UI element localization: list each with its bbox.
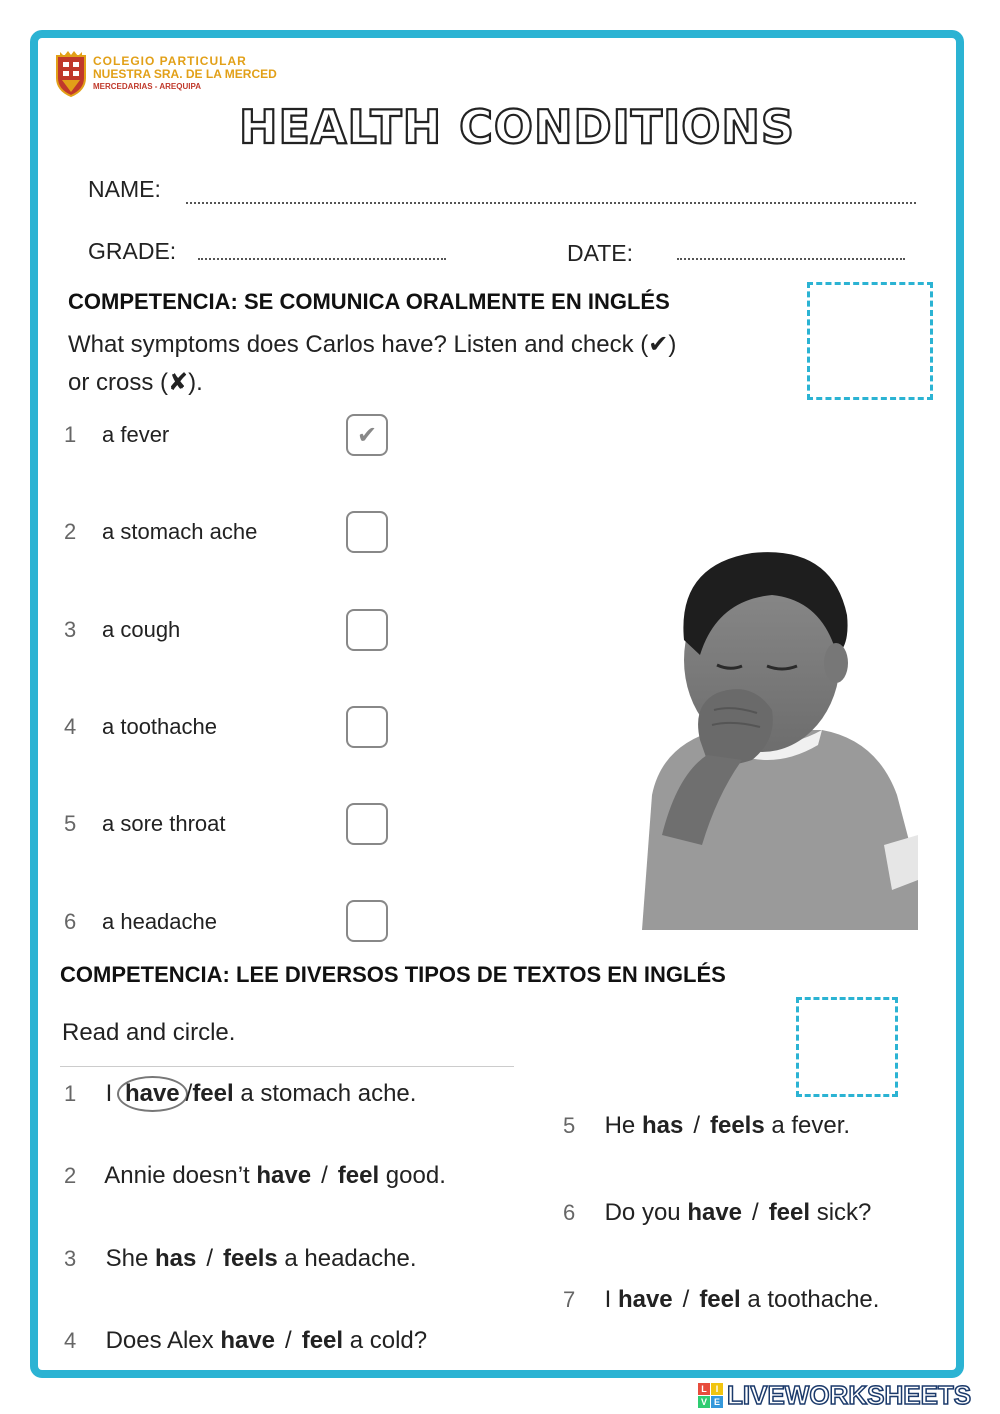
option-have[interactable]: have (256, 1162, 312, 1189)
school-name-line1: COLEGIO PARTICULAR (93, 54, 247, 68)
sentence-4 (64, 1327, 427, 1355)
option-feel[interactable]: feel (768, 1199, 811, 1226)
listening-instruction-line1: What symptoms does Carlos have? Listen and check (✔) (68, 331, 677, 358)
worksheet-title: HEALTH CONDITIONS (239, 100, 795, 154)
slash: / (752, 1199, 759, 1226)
option-have[interactable]: have (220, 1327, 276, 1354)
score-box-oral (807, 282, 933, 400)
liveworksheets-brand (698, 1380, 971, 1411)
sentence-post: a cold? (349, 1327, 428, 1354)
sentence-pre: Annie doesn’t (104, 1162, 250, 1189)
option-feel[interactable]: feel (337, 1162, 380, 1189)
checkbox-cough[interactable] (346, 609, 388, 651)
grade-label: GRADE: (88, 238, 177, 264)
symptom-toothache: a toothache (102, 714, 217, 739)
sentence-2 (64, 1162, 446, 1190)
name-label: NAME: (88, 176, 161, 202)
sentence-post: a stomach ache. (240, 1080, 417, 1107)
sentence-pre: I (105, 1080, 113, 1107)
checkbox-fever[interactable]: ✔ (346, 414, 388, 456)
sentence-post: sick? (816, 1199, 872, 1226)
slash: / (321, 1162, 328, 1189)
sentence-7 (563, 1286, 879, 1314)
slash: / (693, 1112, 700, 1139)
reading-instruction: Read and circle. (62, 1019, 236, 1046)
checkbox-headache[interactable] (346, 900, 388, 942)
option-has[interactable]: has (641, 1112, 684, 1139)
sentence-number: 4 (64, 1328, 77, 1353)
sentence-3 (64, 1245, 417, 1273)
option-feel[interactable]: feel (192, 1080, 234, 1107)
item-number: 3 (64, 617, 77, 642)
competencia-oral-heading: COMPETENCIA: SE COMUNICA ORALMENTE EN INGLÉS (68, 289, 670, 314)
sentence-pre: She (105, 1245, 149, 1272)
sentence-5 (563, 1112, 850, 1140)
logo-letter: I (711, 1383, 723, 1395)
liveworksheets-logo-icon (698, 1383, 723, 1408)
sentence-number: 3 (64, 1246, 77, 1271)
sentence-number: 1 (64, 1081, 77, 1106)
slash: / (682, 1286, 690, 1313)
score-box-reading (796, 997, 898, 1097)
sentence-number: 6 (563, 1200, 576, 1225)
item-number: 6 (64, 909, 77, 934)
logo-letter: L (698, 1383, 710, 1395)
slash: / (285, 1327, 292, 1354)
checkbox-stomach-ache[interactable] (346, 511, 388, 553)
sentence-number: 7 (563, 1287, 576, 1312)
sentence-post: a headache. (284, 1245, 417, 1272)
sentence-post: good. (385, 1162, 446, 1189)
coughing-boy-illustration (622, 545, 920, 930)
slash: / (185, 1080, 193, 1107)
symptom-sore-throat: a sore throat (102, 811, 226, 836)
sentence-6 (563, 1199, 871, 1227)
logo-letter: E (711, 1396, 723, 1408)
symptom-fever: a fever (102, 422, 170, 447)
brand-text: LIVEWORKSHEETS (727, 1380, 972, 1410)
sentence-pre: Do you (604, 1199, 681, 1226)
option-feel[interactable]: feel (699, 1286, 741, 1313)
name-field[interactable] (186, 202, 916, 204)
listening-instruction-line2: or cross (✘). (68, 369, 203, 396)
item-number: 5 (64, 811, 77, 836)
slash: / (206, 1245, 213, 1272)
school-name-line2: NUESTRA SRA. DE LA MERCED (93, 67, 277, 81)
option-feels[interactable]: feels (223, 1245, 278, 1272)
logo-letter: V (698, 1396, 710, 1408)
divider-line (60, 1066, 514, 1067)
sentence-number: 2 (64, 1163, 77, 1188)
option-have[interactable]: have (687, 1199, 743, 1226)
checkbox-sore-throat[interactable] (346, 803, 388, 845)
sentence-pre: Does Alex (105, 1327, 214, 1354)
symptom-headache: a headache (102, 909, 217, 934)
symptom-cough: a cough (102, 617, 181, 642)
sentence-number: 5 (563, 1113, 576, 1138)
symptom-stomach-ache: a stomach ache (102, 519, 258, 544)
school-crest-icon (54, 50, 88, 98)
sentence-1 (64, 1080, 416, 1108)
sentence-post: a fever. (771, 1112, 851, 1139)
school-name-line3: MERCEDARIAS - AREQUIPA (93, 82, 202, 91)
checkbox-toothache[interactable] (346, 706, 388, 748)
competencia-reading-heading: COMPETENCIA: LEE DIVERSOS TIPOS DE TEXTOS EN INGLÉS (60, 962, 726, 987)
option-has[interactable]: has (154, 1245, 197, 1272)
sentence-pre: I (604, 1286, 612, 1313)
option-have-circled[interactable]: have (117, 1076, 188, 1112)
date-label: DATE: (567, 240, 634, 266)
item-number: 4 (64, 714, 77, 739)
date-field[interactable] (677, 258, 905, 260)
sentence-pre: He (604, 1112, 636, 1139)
option-feels[interactable]: feels (709, 1112, 765, 1139)
sentence-post: a toothache. (747, 1286, 880, 1313)
grade-field[interactable] (198, 258, 446, 260)
item-number: 2 (64, 519, 77, 544)
item-number: 1 (64, 422, 77, 447)
option-have[interactable]: have (617, 1286, 673, 1313)
option-feel[interactable]: feel (301, 1327, 344, 1354)
